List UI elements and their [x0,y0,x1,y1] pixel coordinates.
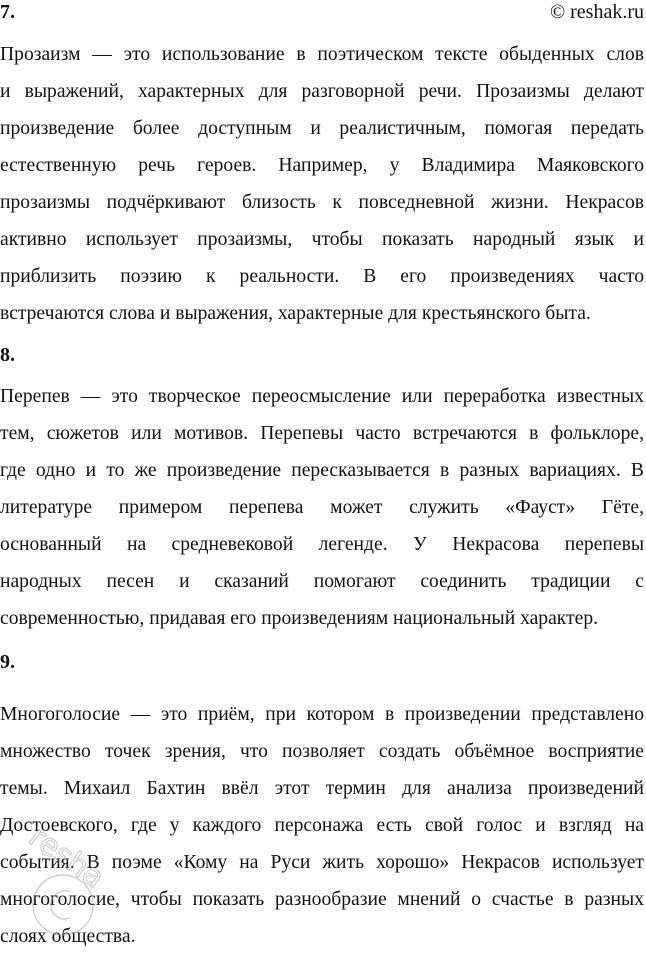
text-line: литературе примером перепева может служить «Фауст» Гёте, [0,497,644,518]
text-line: Перепев — это творческое переосмысление или переработка известных [0,386,644,407]
section-8-header [0,343,646,367]
text-line: современностью, придавая его произведениям национальный характер. [0,608,599,629]
text-line: активно использует прозаизмы, чтобы показать народный язык и [0,229,644,250]
section-8-paragraph [0,378,644,637]
text-line: и выражений, характерных для разговорной речи. Прозаизмы делают [0,81,644,102]
text-line: Многоголосие — это приём, при котором в произведении представлено [0,704,644,725]
text-line: темы. Михаил Бахтин ввёл этот термин для анализа произведений [0,778,644,799]
text-line: множество точек зрения, что позволяет создать объёмное восприятие [0,741,644,762]
text-line: приблизить поэзию к реальности. В его произведениях часто [0,266,644,287]
section-9-paragraph [0,696,644,955]
text-line: встречаются слова и выражения, характерные для крестьянского быта. [0,303,591,324]
section-number: 8. [0,344,15,366]
section-7-paragraph [0,36,644,332]
section-number: 9. [0,651,15,673]
copyright-label: © reshak.ru [549,1,644,23]
text-line: Прозаизм — это использование в поэтическом тексте обыденных слов [0,44,644,65]
text-line: где одно и то же произведение пересказывается в разных вариациях. В [0,460,644,481]
text-line: прозаизмы подчёркивают близость к повседневной жизни. Некрасов [0,192,644,213]
section-9-header [0,650,646,674]
text-line: слоях общества. [0,926,136,947]
text-line: события. В поэме «Кому на Руси жить хорошо» Некрасов использует [0,852,644,873]
section-7-header [0,0,646,24]
text-line: Достоевского, где у каждого персонажа есть свой голос и взгляд на [0,815,644,836]
text-line: народных песен и сказаний помогают соединить традиции с [0,571,644,592]
text-line: тем, сюжетов или мотивов. Перепевы часто встречаются в фольклоре, [0,423,644,444]
text-line: многоголосие, чтобы показать разнообразие мнений о счастье в разных [0,889,644,910]
text-line: естественную речь героев. Например, у Владимира Маяковского [0,155,644,176]
section-number: 7. [0,1,15,23]
text-line: произведение более доступным и реалистичным, помогая передать [0,118,644,139]
svg-text:resha: resha [22,819,111,896]
text-line: основанный на средневековой легенде. У Некрасова перепевы [0,534,644,555]
